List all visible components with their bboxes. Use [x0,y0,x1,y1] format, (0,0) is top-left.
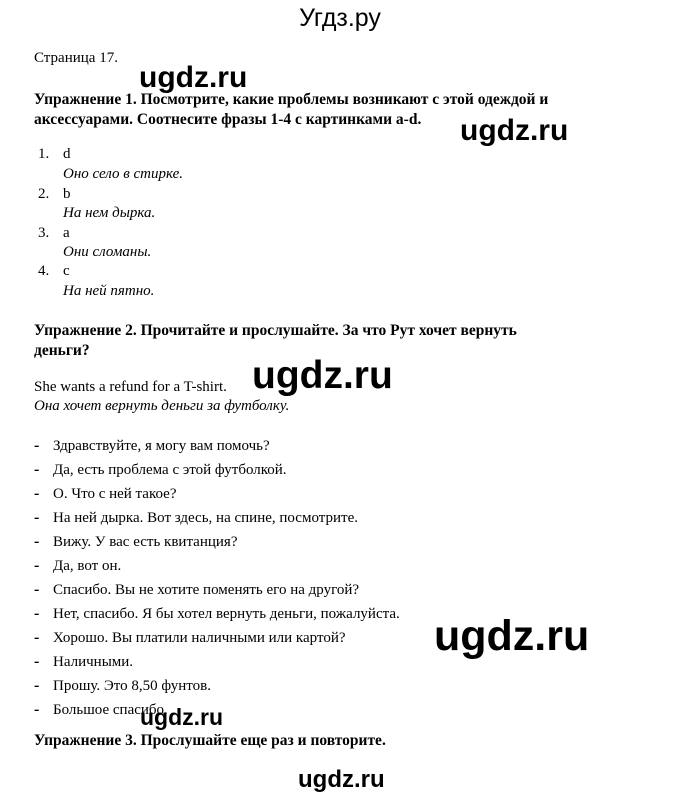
exercise-1-item-answer: c [63,263,70,279]
dialogue-line: Нет, спасибо. Я бы хотел вернуть деньги, пожалуйста. [53,606,400,622]
exercise-1-heading-line-2: аксессуарами. Соотнесите фразы 1-4 с картинками a-d. [34,111,422,128]
exercise-1-item-translation: На нем дырка. [63,205,156,221]
exercise-2-answer-english: She wants a refund for a T-shirt. [34,379,227,395]
dialogue-line: Прошу. Это 8,50 фунтов. [53,678,211,694]
dialogue-dash: - [34,509,40,526]
dialogue-dash: - [34,581,40,598]
dialogue-line: Спасибо. Вы не хотите поменять его на другой? [53,582,360,598]
exercise-1-item-number: 4. [38,263,50,279]
dialogue-line: Да, есть проблема с этой футболкой. [53,462,287,478]
dialogue-line: На ней дырка. Вот здесь, на спине, посмотрите. [53,510,358,526]
dialogue-line: Наличными. [53,654,134,670]
exercise-3-heading: Упражнение 3. Прослушайте еще раз и повторите. [34,732,386,749]
exercise-1-heading-line-1: Упражнение 1. Посмотрите, какие проблемы возникают с этой одеждой и [34,91,549,108]
dialogue-dash: - [34,461,40,478]
exercise-1-item-translation: На ней пятно. [63,283,155,299]
dialogue-line: Большое спасибо. [53,702,168,718]
dialogue-dash: - [34,485,40,502]
dialogue-line: Вижу. У вас есть квитанция? [53,534,238,550]
dialogue-dash: - [34,677,40,694]
dialogue-dash: - [34,437,40,454]
dialogue-dash: - [34,605,40,622]
watermark: ugdz.ru [252,354,393,397]
dialogue-dash: - [34,653,40,670]
exercise-1-item-number: 1. [38,146,50,162]
exercise-1-item-translation: Оно село в стирке. [63,166,184,182]
exercise-2-heading-line-1: Упражнение 2. Прочитайте и прослушайте. За что Рут хочет вернуть [34,322,517,339]
dialogue-dash: - [34,629,40,646]
exercise-1-item-answer: d [63,146,71,162]
watermark: ugdz.ru [140,704,224,730]
dialogue-line: Здравствуйте, я могу вам помочь? [53,438,270,454]
site-title: Угдз.ру [299,4,381,32]
exercise-1-item-number: 2. [38,186,50,202]
dialogue-line: Хорошо. Вы платили наличными или картой? [53,630,346,646]
exercise-1-item-number: 3. [38,225,50,241]
exercise-2-answer-russian: Она хочет вернуть деньги за футболку. [34,398,290,414]
dialogue-line: Да, вот он. [53,558,122,574]
watermark: ugdz.ru [139,61,248,94]
dialogue-dash: - [34,701,40,718]
exercise-1-item-translation: Они сломаны. [63,244,152,260]
watermark: ugdz.ru [434,612,590,660]
page-label: Страница 17. [34,50,118,66]
exercise-1-item-answer: b [63,186,71,202]
dialogue-dash: - [34,557,40,574]
exercise-2-heading-line-2: деньги? [34,342,90,359]
watermark: ugdz.ru [298,766,385,793]
dialogue-dash: - [34,533,40,550]
exercise-1-item-answer: a [63,225,70,241]
watermark: ugdz.ru [460,114,569,147]
dialogue-line: О. Что с ней такое? [53,486,177,502]
